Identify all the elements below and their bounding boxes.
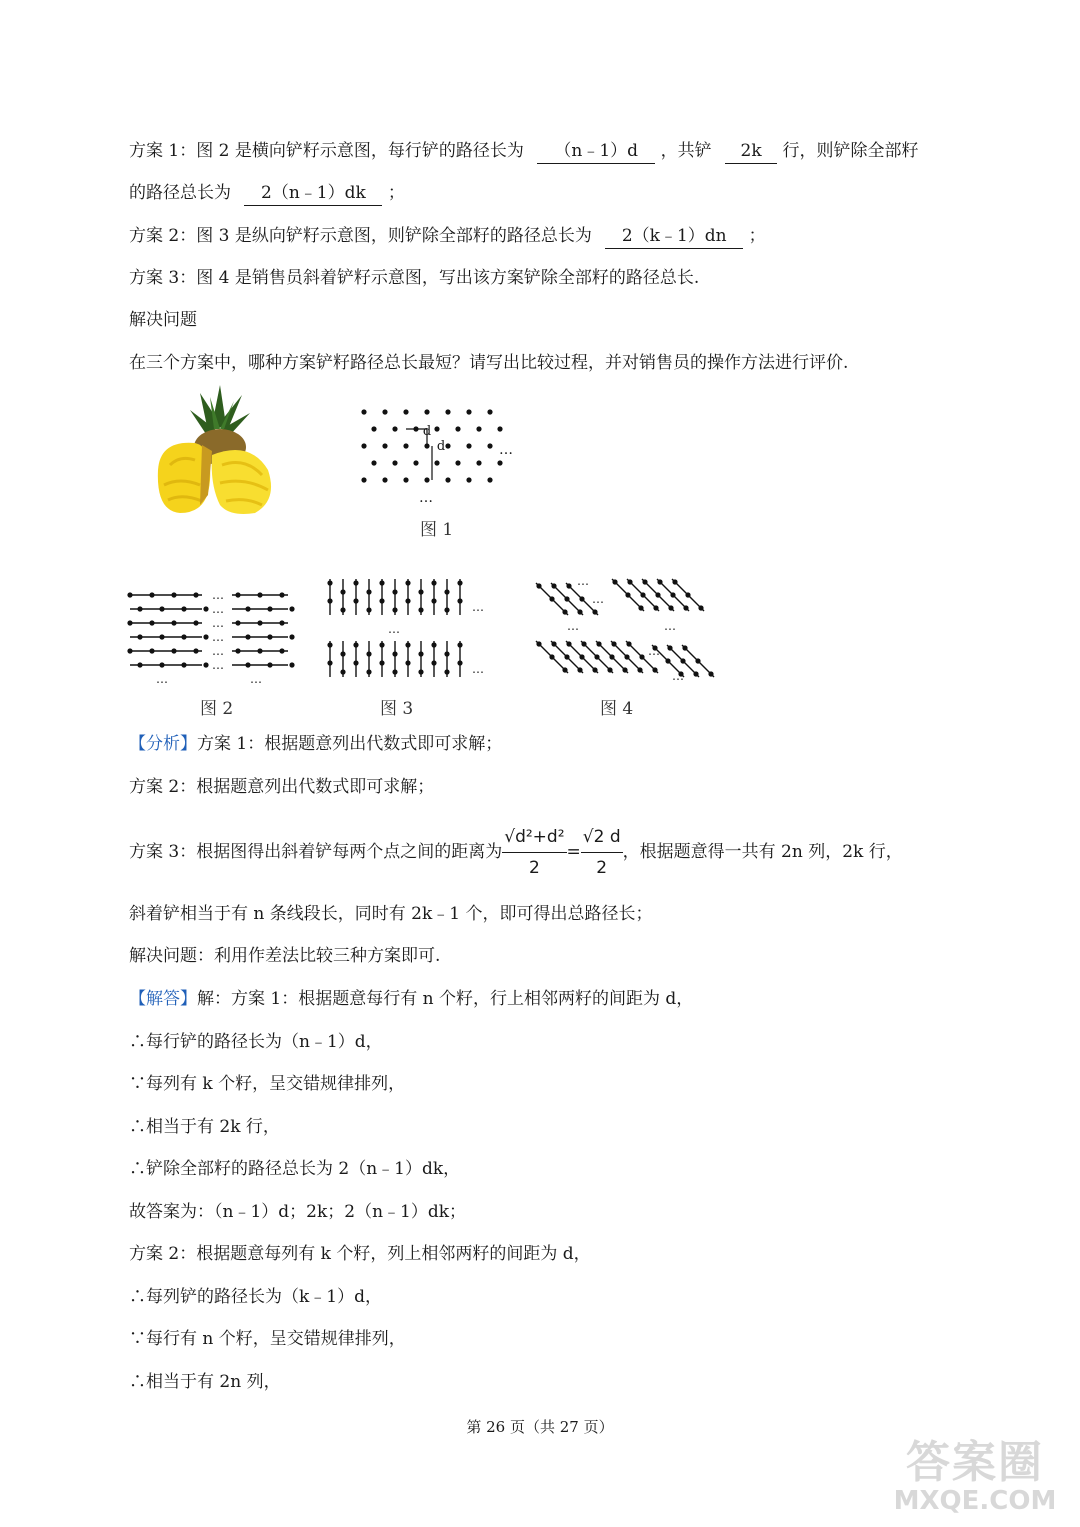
seed-dot	[551, 641, 556, 646]
answer-line4: ∴相当于有 2k 行，	[129, 1117, 280, 1137]
seed-dot	[379, 598, 384, 603]
seed-dot	[626, 641, 631, 646]
seed-dot	[609, 654, 614, 659]
seed-dot	[193, 648, 198, 653]
seed-dot	[536, 641, 541, 646]
fraction2-numerator: √2 d	[581, 822, 623, 853]
seed-dot	[682, 645, 687, 650]
plan2-line	[129, 224, 766, 249]
seed-dot	[596, 641, 601, 646]
row-ellipsis: …	[212, 588, 224, 602]
analysis-text3-post: ，根据题意得一共有 2n 列，2k 行，	[622, 842, 903, 862]
seed-dot	[622, 667, 627, 672]
seed-dot	[149, 592, 154, 597]
fraction1-denominator: 2	[528, 858, 540, 878]
seed-dot	[193, 620, 198, 625]
seed-dot	[137, 634, 142, 639]
seed-dot	[653, 605, 658, 610]
seed-dot	[366, 651, 371, 656]
seed-dot	[279, 620, 284, 625]
answer-line2: ∴每行铲的路径长为（n﹣1）d，	[129, 1032, 383, 1052]
seed-dot	[638, 605, 643, 610]
page-footer: 第 26 页（共 27 页）	[466, 1418, 614, 1436]
seed-dot	[289, 662, 294, 667]
plan1-text-c: 行，则铲除全部籽	[782, 141, 919, 161]
seed-dot	[235, 648, 240, 653]
row-ellipsis: …	[212, 602, 224, 616]
lattice-dot	[361, 409, 366, 414]
seed-dot	[289, 634, 294, 639]
diag-ellipsis-top2: …	[577, 575, 589, 588]
answer-line9: ∵每行有 n 个籽，呈交错规律排列，	[129, 1329, 406, 1349]
diag-ellipsis-mid-left: …	[567, 619, 579, 633]
label-d-horizontal: d	[422, 424, 432, 439]
seed-dot	[405, 580, 410, 585]
seed-dot	[652, 667, 657, 672]
seed-dot	[444, 651, 449, 656]
row-ellipsis: …	[212, 616, 224, 630]
column-ellipsis: …	[472, 600, 484, 614]
seed-dot	[327, 660, 332, 665]
analysis-line5: 解决问题：利用作差法比较三种方案即可.	[129, 946, 441, 966]
plan1-line1	[129, 139, 918, 164]
plan3-line: 方案 3：图 4 是销售员斜着铲籽示意图，写出该方案铲除全部籽的路径总长.	[129, 268, 700, 288]
answer-line8: ∴每列铲的路径长为（k﹣1）d，	[129, 1287, 382, 1307]
seed-dot	[353, 598, 358, 603]
fraction1-numerator: √d²+d²	[502, 822, 566, 853]
seed-dot	[159, 634, 164, 639]
column-ellipsis: …	[472, 662, 484, 676]
seed-dot	[444, 669, 449, 674]
watermark-line1: 答案圈	[906, 1437, 1044, 1488]
seed-dot	[127, 592, 132, 597]
seed-dot	[418, 607, 423, 612]
plan1-answer-blank2: 2k	[725, 139, 777, 164]
seed-dot	[577, 667, 582, 672]
analysis-line4: 斜着铲相当于有 n 条线段长，同时有 2k﹣1 个，即可得出总路径长；	[129, 904, 653, 924]
seed-dot	[418, 669, 423, 674]
seed-dot	[592, 667, 597, 672]
fraction2-denominator: 2	[596, 858, 608, 878]
seed-dot	[327, 598, 332, 603]
lattice-dot	[466, 443, 471, 448]
seed-dot	[566, 583, 571, 588]
lattice-dot	[371, 460, 376, 465]
lattice-ellipsis-right: …	[499, 442, 513, 458]
seed-dot	[366, 669, 371, 674]
label-d-vertical: d	[436, 439, 446, 454]
seed-dot	[607, 667, 612, 672]
seed-dot	[149, 648, 154, 653]
seed-dot	[549, 596, 554, 601]
analysis-line2: 方案 2：根据题意列出代数式即可求解；	[129, 777, 435, 797]
seed-dot	[637, 667, 642, 672]
seed-dot	[431, 642, 436, 647]
lattice-dot	[361, 443, 366, 448]
seed-dot	[267, 634, 272, 639]
answer-tag: 【解答】	[129, 989, 197, 1009]
columns-ellipsis-middle: …	[388, 622, 400, 636]
figure3-vertical-scheme	[320, 575, 490, 690]
seed-dot	[340, 669, 345, 674]
seed-dot	[159, 606, 164, 611]
seed-dot	[611, 641, 616, 646]
lattice-ellipsis-bottom: …	[419, 490, 433, 506]
lattice-dot	[476, 460, 481, 465]
seed-dot	[392, 589, 397, 594]
fraction-distance	[502, 822, 566, 883]
seed-dot	[418, 651, 423, 656]
seed-dot	[379, 642, 384, 647]
seed-dot	[444, 589, 449, 594]
figure1-dot-lattice	[350, 398, 520, 508]
lattice-dot	[487, 443, 492, 448]
seed-dot	[579, 596, 584, 601]
seed-dot	[624, 654, 629, 659]
seed-dot	[267, 606, 272, 611]
diag-ellipsis-bottom: …	[672, 669, 684, 683]
plan1-text-d: 的路径总长为	[129, 183, 231, 203]
seed-dot	[457, 660, 462, 665]
seed-dot	[640, 592, 645, 597]
seed-dot	[392, 607, 397, 612]
seed-dot	[579, 654, 584, 659]
analysis-text3-pre: 方案 3：根据图得出斜着铲每两个点之间的距离为	[129, 842, 503, 862]
seed-dot	[594, 654, 599, 659]
seed-dot	[672, 579, 677, 584]
lattice-dot	[466, 477, 471, 482]
seed-dot	[431, 660, 436, 665]
seed-dot	[353, 580, 358, 585]
seed-dot	[392, 669, 397, 674]
figure4-caption: 图 4	[600, 699, 634, 719]
plan1-answer-blank3: 2（n﹣1）dk	[244, 181, 382, 206]
seed-dot	[203, 606, 208, 611]
seed-dot	[181, 606, 186, 611]
seed-dot	[693, 671, 698, 676]
equals-sign: =	[566, 842, 581, 862]
seed-dot	[257, 592, 262, 597]
seed-dot	[639, 654, 644, 659]
seed-dot	[657, 579, 662, 584]
seed-dot	[366, 589, 371, 594]
plan1-answer-blank1: （n﹣1）d	[537, 139, 655, 164]
seed-dot	[625, 592, 630, 597]
lattice-dot	[497, 426, 502, 431]
seed-dot	[353, 660, 358, 665]
seed-dot	[627, 579, 632, 584]
lattice-dot	[434, 460, 439, 465]
lattice-dot	[382, 477, 387, 482]
seed-dot	[171, 592, 176, 597]
plan2-text: 方案 2：图 3 是纵向铲籽示意图，则铲除全部籽的路径总长为	[129, 226, 592, 246]
watermark-logo	[880, 1437, 1070, 1518]
seed-dot	[327, 580, 332, 585]
pineapple-image	[150, 385, 282, 520]
seed-dot	[289, 606, 294, 611]
plan1-text-a: 方案 1：图 2 是横向铲籽示意图，每行铲的路径长为	[129, 141, 524, 161]
seed-dot	[612, 579, 617, 584]
answer-line3: ∵每列有 k 个籽，呈交错规律排列，	[129, 1074, 406, 1094]
lattice-dot	[413, 460, 418, 465]
seed-dot	[680, 658, 685, 663]
seed-dot	[698, 605, 703, 610]
rows-ellipsis-bottom-right: …	[250, 672, 262, 685]
lattice-dot	[487, 477, 492, 482]
seed-dot	[418, 589, 423, 594]
seed-dot	[431, 598, 436, 603]
lattice-dot	[487, 409, 492, 414]
lattice-dot	[392, 460, 397, 465]
lattice-dot	[424, 477, 429, 482]
seed-dot	[245, 634, 250, 639]
seed-dot	[245, 662, 250, 667]
figure3-caption: 图 3	[380, 699, 414, 719]
answer-line6: 故答案为：（n﹣1）d；2k；2（n﹣1）dk；	[129, 1202, 467, 1222]
lattice-dot	[382, 443, 387, 448]
plan2-text-end: ；	[748, 226, 766, 246]
lattice-dot	[455, 426, 460, 431]
seed-dot	[193, 592, 198, 597]
seed-dot	[235, 592, 240, 597]
rows-ellipsis-bottom-left: …	[156, 672, 168, 685]
seed-dot	[340, 607, 345, 612]
seed-dot	[592, 609, 597, 614]
seed-dot	[366, 607, 371, 612]
seed-dot	[405, 642, 410, 647]
seed-dot	[457, 580, 462, 585]
seed-dot	[340, 651, 345, 656]
row-ellipsis: …	[212, 630, 224, 644]
answer-line5: ∴铲除全部籽的路径总长为 2（n﹣1）dk，	[129, 1159, 461, 1179]
seed-dot	[149, 620, 154, 625]
seed-dot	[405, 598, 410, 603]
diag-ellipsis-top: …	[592, 592, 604, 606]
lattice-dot	[371, 426, 376, 431]
seed-dot	[667, 645, 672, 650]
seed-dot	[137, 662, 142, 667]
figure2-caption: 图 2	[200, 699, 234, 719]
lattice-dot	[445, 443, 450, 448]
seed-dot	[340, 589, 345, 594]
seed-dot	[257, 648, 262, 653]
seed-dot	[695, 658, 700, 663]
lattice-dot	[476, 426, 481, 431]
lattice-dot	[466, 409, 471, 414]
seed-dot	[670, 592, 675, 597]
seed-dot	[577, 609, 582, 614]
seed-dot	[562, 667, 567, 672]
seed-dot	[235, 620, 240, 625]
answer-line7: 方案 2：根据题意每列有 k 个籽，列上相邻两籽的间距为 d，	[129, 1244, 591, 1264]
answer-line1	[129, 987, 693, 1011]
figure1-caption: 图 1	[420, 520, 454, 540]
analysis-text1: 方案 1：根据题意列出代数式即可求解；	[197, 734, 503, 754]
lattice-dot	[434, 426, 439, 431]
seed-dot	[551, 583, 556, 588]
seed-dot	[655, 592, 660, 597]
seed-dot	[267, 662, 272, 667]
seed-dot	[127, 648, 132, 653]
plan2-answer-blank: 2（k﹣1）dn	[605, 224, 743, 249]
lattice-dot	[382, 409, 387, 414]
plan1-text-e: ；	[387, 183, 405, 203]
seed-dot	[549, 654, 554, 659]
seed-dot	[203, 634, 208, 639]
seed-dot	[137, 606, 142, 611]
lattice-dot	[445, 477, 450, 482]
seed-dot	[171, 620, 176, 625]
seed-dot	[564, 654, 569, 659]
solve-title: 解决问题	[129, 310, 197, 330]
lattice-dot	[497, 460, 502, 465]
seed-dot	[566, 641, 571, 646]
lattice-dot	[424, 409, 429, 414]
fraction-simplified	[581, 822, 623, 883]
plan1-text-b: ，共铲	[660, 141, 712, 161]
row-ellipsis: …	[212, 658, 224, 672]
analysis-line3	[129, 822, 903, 883]
seed-dot	[279, 648, 284, 653]
seed-dot	[379, 580, 384, 585]
seed-dot	[444, 607, 449, 612]
answer-line10: ∴相当于有 2n 列，	[129, 1372, 281, 1392]
diag-ellipsis-mid-right: …	[664, 619, 676, 633]
seed-dot	[392, 651, 397, 656]
seed-dot	[665, 658, 670, 663]
seed-dot	[171, 648, 176, 653]
lattice-dot	[403, 443, 408, 448]
seed-dot	[708, 671, 713, 676]
seed-dot	[257, 620, 262, 625]
question-text: 在三个方案中，哪种方案铲籽路径总长最短？请写出比较过程，并对销售员的操作方法进行评价.	[129, 353, 849, 373]
seed-dot	[564, 596, 569, 601]
diag-ellipsis-bottom-mid: …	[648, 644, 660, 658]
lattice-dot	[403, 409, 408, 414]
lattice-dot	[361, 477, 366, 482]
seed-dot	[181, 634, 186, 639]
seed-dot	[457, 598, 462, 603]
seed-dot	[279, 592, 284, 597]
seed-dot	[159, 662, 164, 667]
analysis-line1	[129, 732, 502, 756]
seed-dot	[562, 609, 567, 614]
figure4-diagonal-scheme	[528, 575, 718, 685]
answer-text1: 解：方案 1：根据题意每行有 n 个籽，行上相邻两籽的间距为 d，	[197, 989, 694, 1009]
seed-dot	[642, 579, 647, 584]
lattice-dot	[455, 460, 460, 465]
seed-dot	[203, 662, 208, 667]
seed-dot	[327, 642, 332, 647]
seed-dot	[668, 605, 673, 610]
lattice-dot	[403, 477, 408, 482]
figure2-horizontal-scheme	[120, 585, 300, 685]
seed-dot	[127, 620, 132, 625]
seed-dot	[457, 642, 462, 647]
seed-dot	[405, 660, 410, 665]
seed-dot	[379, 660, 384, 665]
watermark-line2: MXQE.COM	[893, 1486, 1057, 1516]
seed-dot	[685, 592, 690, 597]
seed-dot	[245, 606, 250, 611]
analysis-tag: 【分析】	[129, 734, 197, 754]
row-ellipsis: …	[212, 644, 224, 658]
seed-dot	[431, 580, 436, 585]
seed-dot	[683, 605, 688, 610]
seed-dot	[181, 662, 186, 667]
seed-dot	[353, 642, 358, 647]
lattice-dot	[445, 409, 450, 414]
lattice-dot	[392, 426, 397, 431]
plan1-line2	[129, 181, 405, 206]
seed-dot	[536, 583, 541, 588]
seed-dot	[581, 641, 586, 646]
